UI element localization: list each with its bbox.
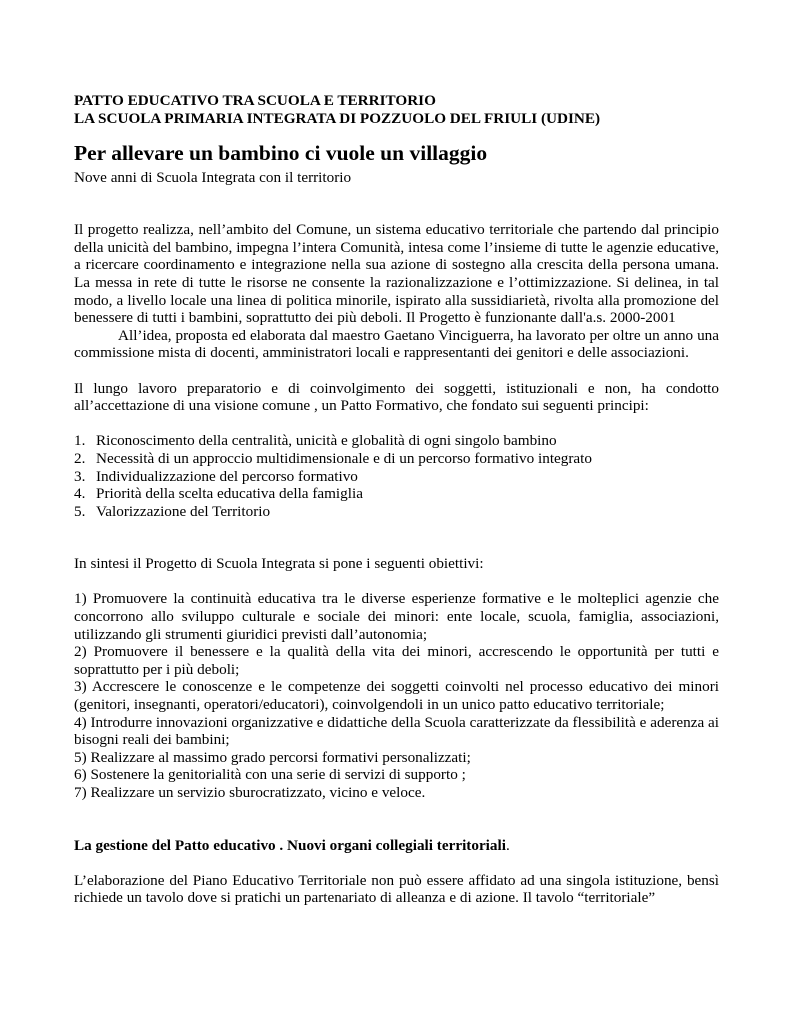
list-item-text: Individualizzazione del percorso formativo bbox=[96, 467, 358, 485]
list-item-text: Necessità di un approccio multidimensionale e di un percorso formativo integrato bbox=[96, 449, 592, 467]
list-item-number: 4. bbox=[74, 485, 86, 503]
list-item bbox=[74, 468, 719, 486]
paragraph-lavoro: Il lungo lavoro preparatorio e di coinvolgimento dei soggetti, istituzionali e non, ha condotto all’accettazione di una visione comune , un Patto Formativo, che fondato sui seguenti principi: bbox=[74, 379, 719, 415]
list-item-number: 2. bbox=[74, 449, 86, 467]
list-item-number: 5. bbox=[74, 502, 86, 520]
document-page bbox=[74, 92, 719, 907]
objective-item: 7) Realizzare un servizio sburocratizzato, vicino e veloce. bbox=[74, 784, 426, 801]
section-heading bbox=[74, 837, 719, 855]
section-heading-text: La gestione del Patto educativo . Nuovi organi collegiali territoriali bbox=[74, 836, 506, 854]
objective-item: 2) Promuovere il benessere e la qualità della vita dei minori, accrescendo le opportunità per tutti e soprattutto per i più deboli; bbox=[74, 643, 719, 678]
header-line-1: PATTO EDUCATIVO TRA SCUOLA E TERRITORIO bbox=[74, 92, 436, 109]
section-heading-period: . bbox=[505, 836, 510, 854]
paragraph-idea: All’idea, proposta ed elaborata dal maestro Gaetano Vinciguerra, ha lavorato per oltre un anno una commissione mista di docenti, amministratori locali e rappresentanti dei genitori e delle associazioni. bbox=[74, 326, 719, 362]
principles-list bbox=[74, 432, 719, 520]
objective-item: 4) Introdurre innovazioni organizzative e didattiche della Scuola caratterizzate da flessibilità e aderenza ai bisogni reali dei bambini; bbox=[74, 713, 719, 749]
paragraph-intro: Il progetto realizza, nell’ambito del Comune, un sistema educativo territoriale che partendo dal principio della unicità del bambino, impegna l’intera Comunità, intesa come l’insieme di tutte le agenzie educative, a ricercare coordinamento e integrazione nella sua azione di sostegno alla crescita della persona umana. La messa in rete di tutte le risorse ne consente la razionalizzazione e l’ottimizzazione. Si delinea, in tal modo, a livello locale una linea di politica minorile, ispirato alla sussidiarietà, rivolta alla promozione del benessere di tutti i bambini, soprattutto dei più deboli. Il Progetto è funzionante dall'a.s. 2000-2001 bbox=[74, 221, 719, 327]
objective-item: 6) Sostenere la genitorialità con una serie di servizi di supporto ; bbox=[74, 766, 466, 784]
list-item-text: Valorizzazione del Territorio bbox=[96, 502, 271, 520]
objective-item: 1) Promuovere la continuità educativa tra le diverse esperienze formative e le molteplici agenzie che concorrono allo sviluppo culturale e sociale dei minori: ente locale, scuola, famiglia, associazioni, utilizzando gli strumenti giuridici previsti dall’autonomia; bbox=[74, 590, 719, 643]
header-line-2: LA SCUOLA PRIMARIA INTEGRATA DI POZZUOLO DEL FRIULI (UDINE) bbox=[74, 109, 601, 127]
objectives-intro: In sintesi il Progetto di Scuola Integrata si pone i seguenti obiettivi: bbox=[74, 555, 484, 573]
list-item-number: 1. bbox=[74, 432, 86, 450]
objective-item: 3) Accrescere le conoscenze e le competenze dei soggetti coinvolti nel processo educativo dei minori (genitori, insegnanti, operatori/educatori), coinvolgendoli in un unico patto educativo territoriale; bbox=[74, 678, 719, 714]
list-item bbox=[74, 503, 719, 521]
list-item bbox=[74, 432, 719, 450]
list-item bbox=[74, 485, 719, 503]
page-title: Per allevare un bambino ci vuole un villaggio bbox=[74, 140, 488, 165]
objectives-list bbox=[74, 590, 719, 801]
subtitle: Nove anni di Scuola Integrata con il territorio bbox=[74, 168, 352, 186]
list-item-text: Riconoscimento della centralità, unicità e globalità di ogni singolo bambino bbox=[96, 432, 557, 450]
list-item-text: Priorità della scelta educativa della famiglia bbox=[96, 485, 363, 503]
objective-item: 5) Realizzare al massimo grado percorsi formativi personalizzati; bbox=[74, 748, 471, 766]
list-item-number: 3. bbox=[74, 467, 86, 485]
section-paragraph: L’elaborazione del Piano Educativo Territoriale non può essere affidato ad una singola istituzione, bensì richiede un tavolo dove si pratichi un partenariato di alleanza e di azione. Il tavolo “territoriale” bbox=[74, 871, 719, 907]
list-item bbox=[74, 450, 719, 468]
